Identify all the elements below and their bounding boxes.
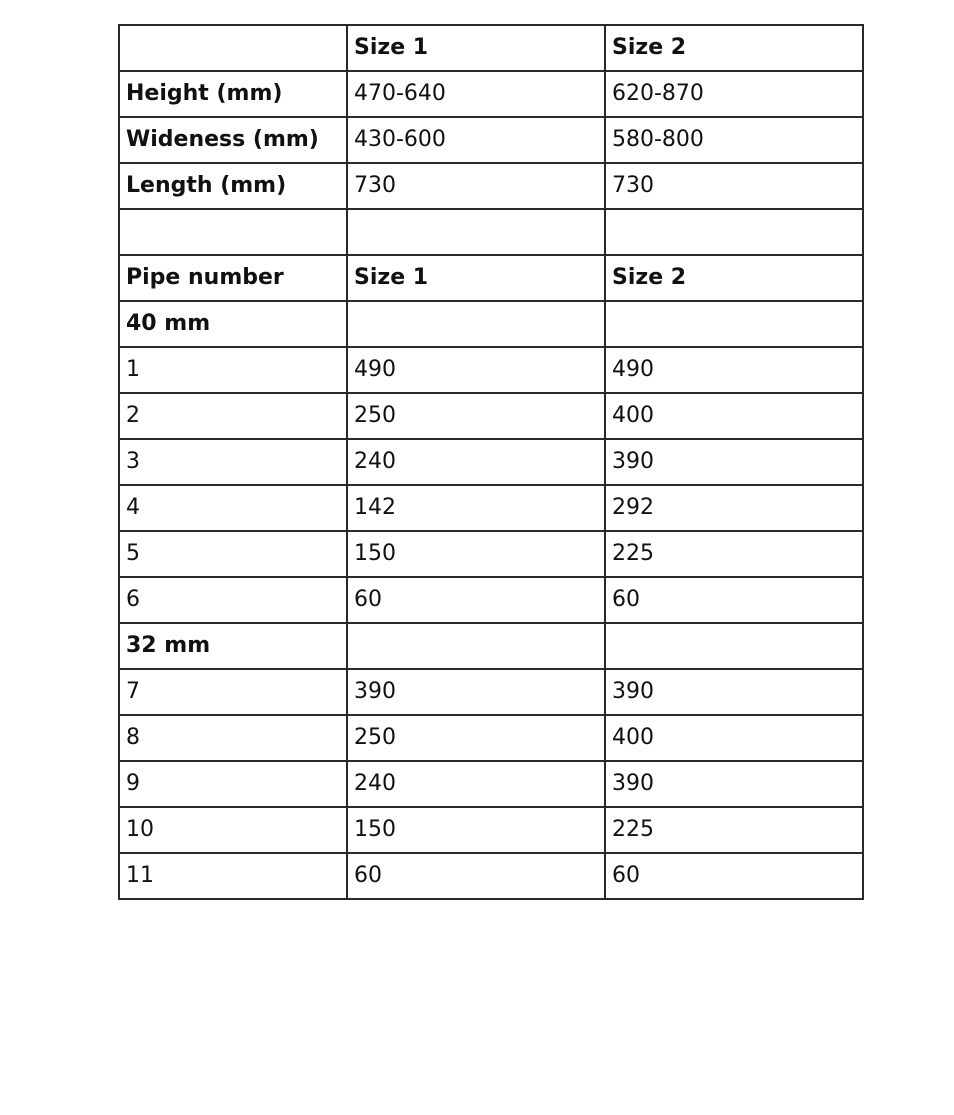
header-cell-pipe-number: Pipe number <box>119 255 347 301</box>
pipe-number: 7 <box>119 669 347 715</box>
pipe-number: 1 <box>119 347 347 393</box>
table-cell <box>119 209 347 255</box>
row-label-height: Height (mm) <box>119 71 347 117</box>
pipe-size-2: 490 <box>605 347 863 393</box>
table-cell <box>605 301 863 347</box>
pipe-number: 8 <box>119 715 347 761</box>
length-size-2: 730 <box>605 163 863 209</box>
pipe-size-2: 60 <box>605 577 863 623</box>
header-cell-size-2: Size 2 <box>605 25 863 71</box>
table-cell <box>347 623 605 669</box>
group-label: 40 mm <box>119 301 347 347</box>
pipe-size-1: 490 <box>347 347 605 393</box>
pipe-size-2: 400 <box>605 393 863 439</box>
table-cell <box>605 623 863 669</box>
pipe-size-1: 240 <box>347 439 605 485</box>
pipe-number: 4 <box>119 485 347 531</box>
pipe-number: 10 <box>119 807 347 853</box>
table-cell <box>605 209 863 255</box>
header-cell-size-1: Size 1 <box>347 25 605 71</box>
pipe-size-2: 400 <box>605 715 863 761</box>
group-label: 32 mm <box>119 623 347 669</box>
pipe-number: 5 <box>119 531 347 577</box>
header-cell-size-2: Size 2 <box>605 255 863 301</box>
pipes-header-row <box>119 255 863 301</box>
table-row <box>119 117 863 163</box>
length-size-1: 730 <box>347 163 605 209</box>
pipe-size-2: 225 <box>605 807 863 853</box>
row-label-length: Length (mm) <box>119 163 347 209</box>
pipe-size-1: 60 <box>347 853 605 899</box>
wideness-size-1: 430-600 <box>347 117 605 163</box>
header-cell-empty <box>119 25 347 71</box>
pipe-size-table <box>118 24 864 900</box>
spacer-row <box>119 209 863 255</box>
pipe-number: 6 <box>119 577 347 623</box>
pipe-number: 11 <box>119 853 347 899</box>
pipe-size-1: 150 <box>347 531 605 577</box>
pipe-size-1: 60 <box>347 577 605 623</box>
table-row <box>119 531 863 577</box>
group-row-32mm <box>119 623 863 669</box>
table-row <box>119 807 863 853</box>
pipe-size-1: 390 <box>347 669 605 715</box>
pipe-number: 3 <box>119 439 347 485</box>
pipe-size-2: 225 <box>605 531 863 577</box>
header-cell-size-1: Size 1 <box>347 255 605 301</box>
pipe-size-2: 292 <box>605 485 863 531</box>
table-row <box>119 71 863 117</box>
table-row <box>119 577 863 623</box>
table-cell <box>347 209 605 255</box>
pipe-size-1: 240 <box>347 761 605 807</box>
pipe-size-2: 390 <box>605 439 863 485</box>
pipe-size-1: 250 <box>347 393 605 439</box>
table-row <box>119 439 863 485</box>
pipe-size-1: 142 <box>347 485 605 531</box>
pipe-size-2: 390 <box>605 761 863 807</box>
table-row <box>119 347 863 393</box>
group-row-40mm <box>119 301 863 347</box>
pipe-size-1: 250 <box>347 715 605 761</box>
table-cell <box>347 301 605 347</box>
table-row <box>119 485 863 531</box>
table-row <box>119 715 863 761</box>
table-row <box>119 669 863 715</box>
row-label-wideness: Wideness (mm) <box>119 117 347 163</box>
dimensions-header-row <box>119 25 863 71</box>
pipe-number: 9 <box>119 761 347 807</box>
height-size-1: 470-640 <box>347 71 605 117</box>
pipe-size-1: 150 <box>347 807 605 853</box>
table-row <box>119 761 863 807</box>
table-row <box>119 393 863 439</box>
wideness-size-2: 580-800 <box>605 117 863 163</box>
table-row <box>119 163 863 209</box>
pipe-size-2: 60 <box>605 853 863 899</box>
height-size-2: 620-870 <box>605 71 863 117</box>
table-row <box>119 853 863 899</box>
pipe-number: 2 <box>119 393 347 439</box>
pipe-size-2: 390 <box>605 669 863 715</box>
